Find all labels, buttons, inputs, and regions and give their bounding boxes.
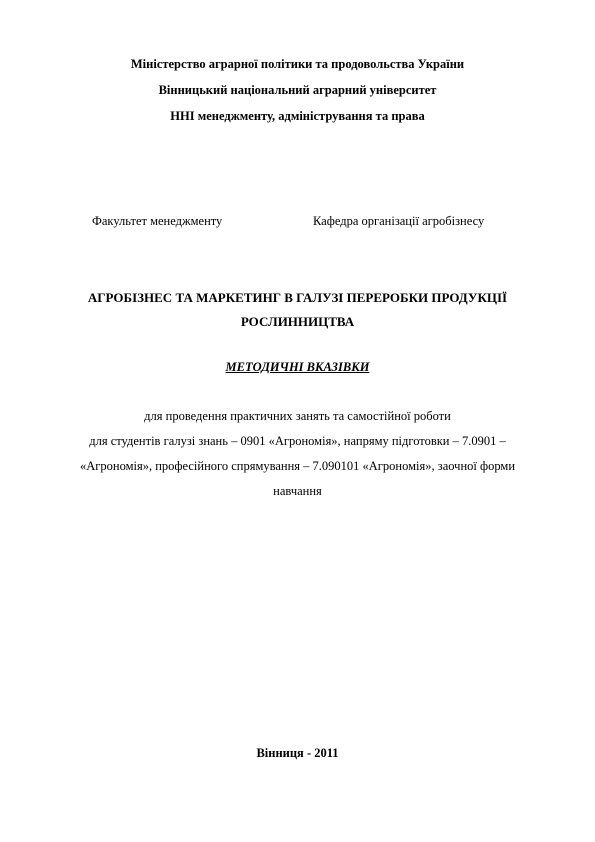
ministry-heading: Міністерство аграрної політики та продовольства України [130, 57, 465, 71]
institute-heading: ННІ менеджменту, адміністрування та права [170, 109, 425, 123]
purpose-line3: «Агрономія», професійного спрямування – 7.090101 «Агрономія», заочної форми [79, 459, 516, 473]
document-type: МЕТОДИЧНІ ВКАЗІВКИ [225, 360, 370, 374]
university-heading: Вінницький національний аграрний університет [158, 83, 437, 97]
document-title-line1: АГРОБІЗНЕС ТА МАРКЕТИНГ В ГАЛУЗІ ПЕРЕРОБКИ ПРОДУКЦІЇ [87, 290, 508, 305]
purpose-line1: для проведення практичних занять та самостійної роботи [144, 409, 451, 423]
purpose-line2: для студентів галузі знань – 0901 «Агрономія», напряму підготовки – 7.0901 – [89, 434, 506, 448]
faculty-label: Факультет менеджменту [92, 214, 223, 228]
purpose-line4: навчання [273, 484, 322, 498]
chair-label: Кафедра організації агробізнесу [313, 214, 485, 228]
place-year: Вінниця - 2011 [256, 746, 339, 760]
document-title-line2: РОСЛИННИЦТВА [240, 314, 355, 329]
